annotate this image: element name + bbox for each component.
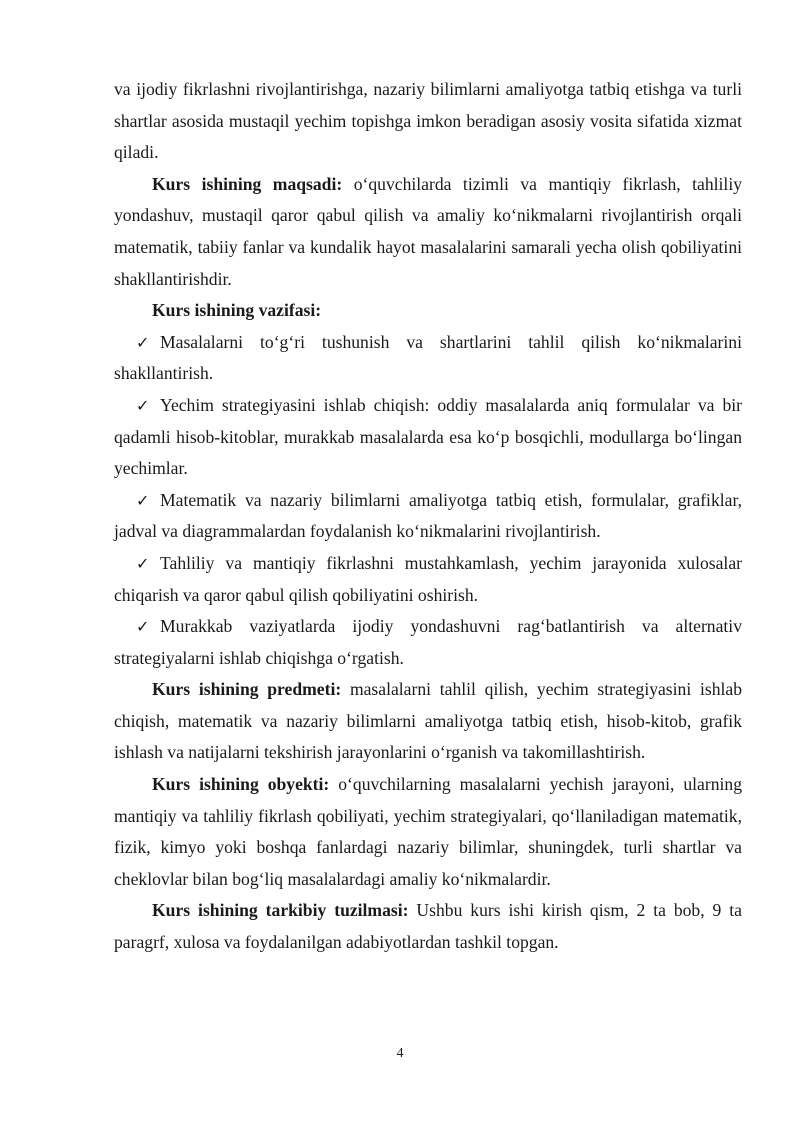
object-label: Kurs ishining obyekti: bbox=[152, 774, 330, 795]
task-item-text: Tahliliy va mantiqiy fikrlashni mustahkamlash, yechim jarayonida xulosalar chiqarish va qaror qabul qilish qobiliyatini oshirish. bbox=[114, 552, 742, 605]
task-item bbox=[114, 390, 742, 485]
task-item-text: Murakkab vaziyatlarda ijodiy yondashuvni rag‘batlantirish va alternativ strategiyalarni ishlab chiqishga o‘rgatish. bbox=[114, 616, 742, 668]
checkmark-icon: ✓ bbox=[136, 395, 150, 415]
task-item-text: Matematik va nazariy bilimlarni amaliyotga tatbiq etish, formulalar, grafiklar, jadval va diagrammalardan foydalanish ko‘nikmalarini rivojlantirish. bbox=[114, 489, 742, 542]
subject-label: Kurs ishining predmeti: bbox=[152, 679, 342, 700]
task-item-text: Yechim strategiyasini ishlab chiqish: oddiy masalalarda aniq formulalar va bir qadamli hisob-kitoblar, murakkab masalalarda esa ko‘p bosqichli, modullarga bo‘lingan yechimlar. bbox=[114, 394, 742, 479]
task-item bbox=[114, 485, 742, 548]
goal-text: o‘quvchilarda tizimli va mantiqiy fikrlash, tahliliy yondashuv, mustaqil qaror qabul qilish va amaliy ko‘nikmalarni rivojlantirish orqali matematik, tabiiy fanlar va kundalik hayot masalalarini samarali yecha olish qobiliyatini shakllantirishdir. bbox=[114, 173, 743, 289]
task-item-text: Masalalarni to‘g‘ri tushunish va shartlarini tahlil qilish ko‘nikmalarini shakllantirish. bbox=[114, 331, 742, 384]
structure-paragraph bbox=[114, 895, 742, 958]
intro-paragraph: va ijodiy fikrlashni rivojlantirishga, nazariy bilimlarni amaliyotga tatbiq etishga va turli shartlar asosida mustaqil yechim topishga imkon beradigan asosiy vosita sifatida xizmat qiladi. bbox=[114, 79, 742, 163]
subject-paragraph bbox=[114, 674, 742, 769]
page-body bbox=[114, 74, 742, 959]
task-item bbox=[114, 548, 742, 611]
goal-label: Kurs ishining maqsadi: bbox=[152, 173, 343, 194]
object-text: o‘quvchilarning masalalarni yechish jarayoni, ularning mantiqiy va tahliliy fikrlash qobiliyati, yechim strategiyalari, qo‘llaniladigan matematik, fizik, kimyo yoki boshqa fanlardagi nazariy bilimlar, shuningdek, turli shartlar va cheklovlar bilan bog‘liq masalalardagi amaliy ko‘nikmalardir. bbox=[114, 774, 742, 889]
goal-paragraph bbox=[114, 169, 742, 295]
structure-text: Ushbu kurs ishi kirish qism, 2 ta bob, 9 ta paragrf, xulosa va foydalanilgan adabiyotlardan tashkil topgan. bbox=[114, 900, 742, 953]
tasks-label: Kurs ishining vazifasi: bbox=[152, 300, 322, 321]
task-item bbox=[114, 611, 742, 674]
checkmark-icon: ✓ bbox=[136, 332, 150, 352]
checkmark-icon: ✓ bbox=[136, 617, 150, 637]
subject-text: masalalarni tahlil qilish, yechim strategiyasini ishlab chiqish, matematik va nazariy bilimlarni amaliyotga tatbiq etish, hisob-kitob, grafik ishlash va natijalarni tekshirish jarayonlarini o‘rganish va takomillashtirish. bbox=[114, 679, 742, 763]
tasks-heading bbox=[114, 295, 742, 327]
page-number: 4 bbox=[396, 1046, 404, 1061]
object-paragraph bbox=[114, 769, 742, 895]
checkmark-icon: ✓ bbox=[136, 553, 150, 573]
structure-label: Kurs ishining tarkibiy tuzilmasi: bbox=[152, 900, 409, 921]
checkmark-icon: ✓ bbox=[136, 490, 150, 510]
task-item bbox=[114, 327, 742, 390]
